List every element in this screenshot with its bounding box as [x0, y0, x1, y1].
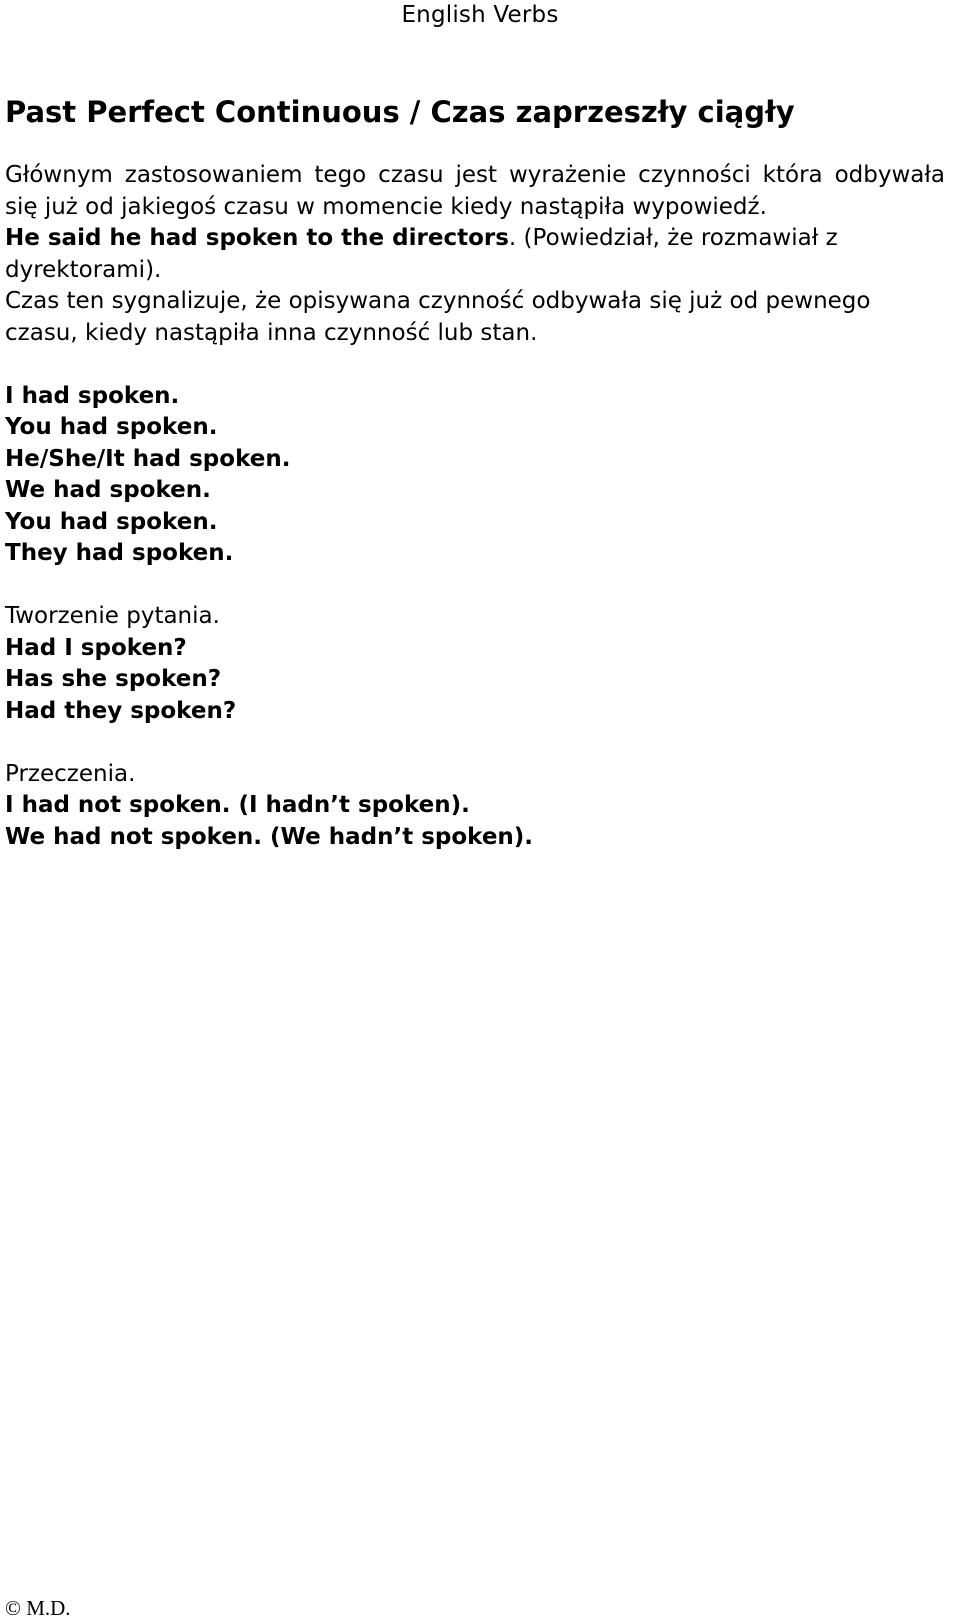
negatives-list [5, 790, 945, 853]
list-item: You had spoken. [5, 414, 218, 440]
questions-label: Tworzenie pytania. [5, 603, 220, 629]
list-item: We had not spoken. (We hadn’t spoken). [5, 823, 534, 850]
spacer [5, 349, 945, 381]
intro-paragraph: Głównym zastosowaniem tego czasu jest wyrażenie czynności która odbywała się już od jakiegoś czasu w momencie kiedy nastąpiła wypowiedź. [5, 162, 945, 220]
spacer [5, 570, 945, 602]
affirmative-list [5, 381, 945, 570]
list-item: I had not spoken. (I hadn’t spoken). [5, 792, 470, 818]
list-item: I had spoken. [5, 382, 180, 409]
list-item: You had spoken. [5, 508, 218, 535]
example-paragraph [5, 223, 945, 286]
example-sentence: He said he had spoken to the directors [5, 225, 509, 251]
page-header: English Verbs [401, 2, 559, 28]
explanation-paragraph: Czas ten sygnalizuje, że opisywana czynność odbywała się już od pewnego czasu, kiedy nastąpiła inna czynność lub stan. [5, 288, 871, 346]
document-body [5, 92, 945, 853]
list-item: Had they spoken? [5, 697, 237, 724]
list-item: Had I spoken? [5, 634, 187, 661]
spacer [5, 727, 945, 759]
list-item: They had spoken. [5, 540, 234, 566]
page-title: Past Perfect Continuous / Czas zaprzeszły ciągły [5, 95, 795, 129]
list-item: We had spoken. [5, 477, 211, 503]
example-translation: . (Powiedział, że rozmawiał z dyrektorami). [5, 225, 838, 283]
negatives-label: Przeczenia. [5, 760, 136, 787]
page-footer: © M.D. [5, 1596, 71, 1620]
list-item: Has she spoken? [5, 666, 222, 692]
list-item: He/She/It had spoken. [5, 445, 291, 472]
questions-list [5, 633, 945, 728]
